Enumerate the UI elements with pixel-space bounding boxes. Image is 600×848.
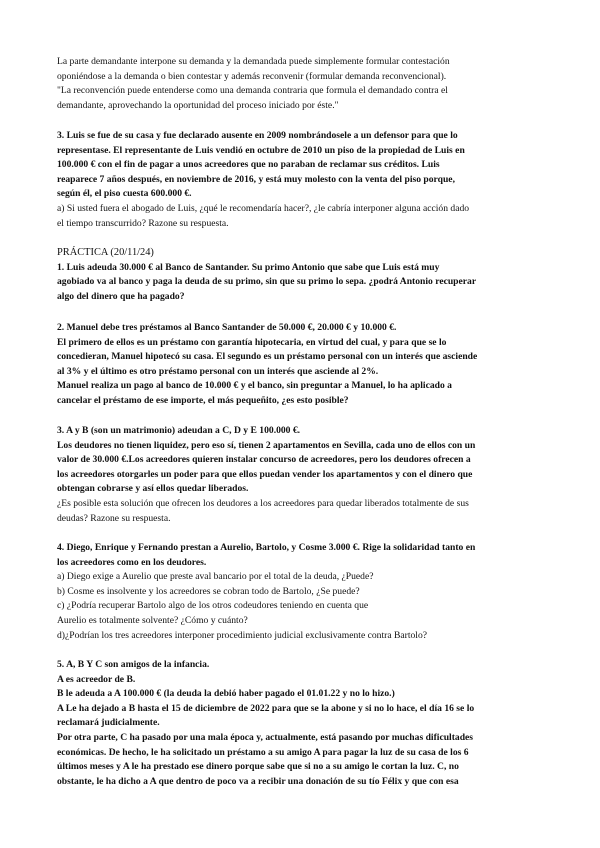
question-line: deudas? Razone su respuesta. — [57, 512, 171, 524]
practica-section — [57, 246, 550, 304]
exercise-5-line: B le adeuda a A 100.000 € (la deuda la debió haber pagado el 01.01.22 y no lo hizo.) — [57, 688, 395, 700]
practica-heading: PRÁCTICA (20/11/24) — [57, 247, 154, 258]
text-line: "La reconvención puede entenderse como una demanda contraria que formula el demandado contra el — [57, 85, 448, 97]
exercise-3 — [57, 424, 550, 526]
question-line: a) Si usted fuera el abogado de Luis, ¿qué le recomendaría hacer?, ¿le cabría interponer alguna acción dado — [57, 202, 470, 214]
question-line: Aurelio es totalmente solvente? ¿Cómo y cuánto? — [57, 614, 248, 626]
exercise-3-line: valor de 30.000 €.Los acreedores quieren instalar concurso de acreedores, pero los deudores ofrecen a — [57, 454, 471, 466]
exercise-2-line: al 3% y el último es otro préstamo personal con un interés que asciende al 2%. — [57, 365, 379, 377]
exercise-5-line: A Le ha dejado a B hasta el 15 de diciembre de 2022 para que se la abone y si no lo hace, el día 16 se lo — [57, 702, 475, 714]
exercise-3-line: obtengan cobrarse y así ellos quedar liberados. — [57, 483, 249, 495]
exercise-2-line: 2. Manuel debe tres préstamos al Banco Santander de 50.000 €, 20.000 € y 10.000 €. — [57, 322, 397, 333]
question-line: el tiempo transcurrido? Razone su respuesta. — [57, 217, 229, 229]
case-statement-line: según él, el piso cuesta 600.000 €. — [57, 188, 192, 200]
case-statement-line: 100.000 € con el fin de pagar a unos acreedores que no paraban de reclamar sus créditos. Luis — [57, 159, 440, 171]
exercise-5-line: 5. A, B Y C son amigos de la infancia. — [57, 659, 210, 670]
text-line: La parte demandante interpone su demanda y la demandada puede simplemente formular contestación — [57, 56, 450, 67]
question-line: b) Cosme es insolvente y los acreedores se cobran todo de Bartolo, ¿Se puede? — [57, 585, 360, 597]
exercise-1-line: algo del dinero que ha pagado? — [57, 290, 185, 302]
question-line: d)¿Podrían los tres acreedores interponer procedimiento judicial exclusivamente contra Bartolo? — [57, 629, 428, 641]
exercise-5-line: económicas. De hecho, le ha solicitado un préstamo a su amigo A para pagar la luz de su casa de los 6 — [57, 746, 469, 758]
exercise-5-line: últimos meses y A le ha prestado ese dinero porque sabe que si no a su amigo le cortan la luz. C, no — [57, 761, 459, 773]
exercise-2-line: cancelar el préstamo de ese importe, el más pequeñito, ¿es esto posible? — [57, 394, 349, 406]
question-line: ¿Es posible esta solución que ofrecen los deudores a los acreedores para quedar liberados totalmente de sus — [57, 497, 469, 509]
exercise-4-line: los acreedores como en los deudores. — [57, 556, 207, 568]
exercise-3-line: Los deudores no tienen liquidez, pero eso sí, tienen 2 apartamentos en Sevilla, cada uno de ellos con un — [57, 439, 476, 451]
case-statement-line: reaparece 7 años después, en noviembre de 2016, y está muy molesto con la venta del piso porque, — [57, 173, 455, 185]
exercise-2 — [57, 321, 550, 409]
reconvention-note — [57, 55, 550, 113]
exercise-5-line: Por otra parte, C ha pasado por una mala época y, actualmente, está pasando por muchas dificultades — [57, 731, 474, 743]
exercise-5-line: A es acreedor de B. — [57, 673, 136, 685]
exercise-2-line: concedieran, Manuel hipotecó su casa. El segundo es un préstamo personal con un interés que asciende — [57, 351, 478, 363]
exercise-4 — [57, 541, 550, 643]
question-line: a) Diego exige a Aurelio que preste aval bancario por el total de la deuda, ¿Puede? — [57, 571, 374, 583]
exercise-1-line: agobiado va al banco y paga la deuda de su primo, sin que su primo lo sepa. ¿podrá Antonio recuperar — [57, 276, 477, 288]
exercise-2-line: Manuel realiza un pago al banco de 10.000 € y el banco, sin preguntar a Manuel, lo ha aplicado a — [57, 380, 452, 392]
exercise-5-line: obstante, le ha dicho a A que dentro de poco va a recibir una donación de su tío Félix y que con esa — [57, 775, 459, 787]
case-statement-line: 3. Luis se fue de su casa y fue declarado ausente en 2009 nombrándosele a un defensor para que lo — [57, 130, 458, 141]
text-line: demandante, aprovechando la oportunidad del proceso iniciado por éste." — [57, 99, 339, 111]
exercise-4-line: 4. Diego, Enrique y Fernando prestan a Aurelio, Bartolo, y Cosme 3.000 €. Rige la solidaridad tanto en — [57, 542, 476, 553]
exercise-2-line: El primero de ellos es un préstamo con garantía hipotecaria, en virtud del cual, y para que se lo — [57, 336, 447, 348]
question-line: c) ¿Podría recuperar Bartolo algo de los otros codeudores teniendo en cuenta que — [57, 600, 369, 612]
case-statement-line: representase. El representante de Luis vendió en octubre de 2010 un piso de la propiedad de Luis en — [57, 144, 465, 156]
exercise-1-line: 1. Luis adeuda 30.000 € al Banco de Santander. Su primo Antonio que sabe que Luis está muy — [57, 261, 440, 273]
exercise-5 — [57, 658, 550, 789]
exercise-5-line: reclamará judicialmente. — [57, 717, 160, 729]
exercise-3-line: 3. A y B (son un matrimonio) adeudan a C, D y E 100.000 €. — [57, 425, 301, 436]
case-3-luis — [57, 129, 550, 231]
exercise-3-line: los acreedores otorgarles un poder para que ellos puedan vender los apartamentos y con el dinero que — [57, 468, 473, 480]
text-line: oponiéndose a la demanda o bien contestar y además reconvenir (formular demanda reconvencional). — [57, 70, 447, 82]
